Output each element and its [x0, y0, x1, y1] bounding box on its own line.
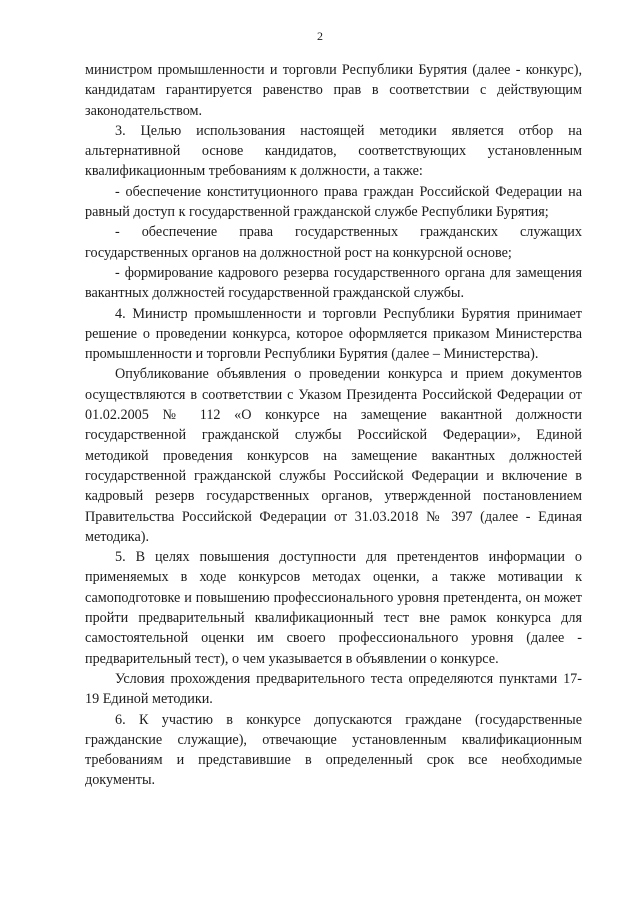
paragraph-methodology-purpose: 3. Целью использования настоящей методики является отбор на альтернативной основе кандидатов, соответствующих установленным квалификационным требованиям к должности, а также: — [85, 122, 582, 180]
paragraph-minister-decision: 4. Министр промышленности и торговли Республики Бурятия принимает решение о проведении конкурса, которое оформляется приказом Министерства промышленности и торговли Республики Бурятия (далее – Министерства). — [85, 305, 582, 363]
paragraph-preliminary-test: 5. В целях повышения доступности для претендентов информации о применяемых в ходе конкурсов методах оценки, а также мотивации к самоподготовке и повышению профессионального уровня претендента, он может пройти предварительный квалификационный тест вне рамок конкурса для самостоятельной оценки им своего профессионального уровня (далее - предварительный тест), о чем указывается в объявлении о конкурсе. — [85, 549, 582, 667]
paragraph-equal-access-right: - обеспечение конституционного права граждан Российской Федерации на равный доступ к государственной гражданской службе Республики Бурятия; — [85, 183, 582, 221]
paragraph-publication-procedure: Опубликование объявления о проведении конкурса и прием документов осуществляются в соответствии с Указом Президента Российской Федерации от 01.02.2005 № 112 «О конкурсе на замещение вакантной должности государственной гражданской службы Российской Федерации», Единой методикой проведения конкурсов на замещение вакантных должностей государственной гражданской службы Российской Федерации и включение в кадровый резерв государственных органов, утвержденной постановлением Правительства Российской Федерации от 31.03.2018 № 397 (далее - Единая методика). — [85, 366, 582, 545]
paragraph-test-conditions: Условия прохождения предварительного теста определяются пунктами 17-19 Единой методики. — [85, 670, 582, 708]
page-number: 2 — [317, 29, 323, 43]
paragraph-competition-intro: министром промышленности и торговли Республики Бурятия (далее - конкурс), кандидатам гарантируется равенство прав в соответствии с действующим законодательством. — [85, 62, 582, 119]
paragraph-eligibility: 6. К участию в конкурсе допускаются граждане (государственные гражданские служащие), отвечающие установленным квалификационным требованиям и представившие в определенный срок все необходимые документы. — [85, 711, 582, 789]
paragraph-career-growth-right: - обеспечение права государственных гражданских служащих государственных органов на должностной рост на конкурсной основе; — [85, 224, 582, 261]
document-body — [85, 60, 582, 791]
paragraph-personnel-reserve: - формирование кадрового резерва государственного органа для замещения вакантных должностей государственной гражданской службы. — [85, 264, 582, 302]
